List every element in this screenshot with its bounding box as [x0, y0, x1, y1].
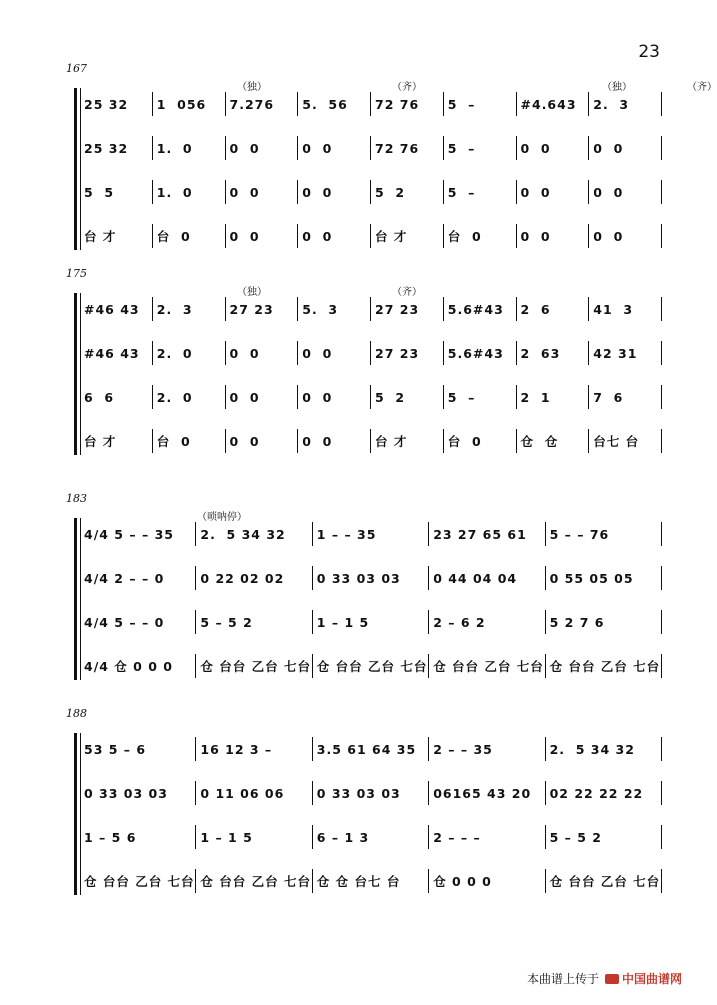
measure-cell: 台 0 [447, 229, 482, 244]
bar-line [661, 136, 662, 160]
bar-line [516, 136, 517, 160]
measure-cell: 仓 0 0 0 [433, 874, 492, 889]
measure-cell: 53 5 – 6 [84, 741, 147, 757]
measure-cell: 16 12 3 – [200, 741, 273, 757]
measure-cell: 25 32 [84, 140, 129, 156]
measure-cell: 0 33 03 03 [316, 570, 401, 586]
score-row [62, 92, 672, 116]
score-row [62, 522, 672, 546]
bar-line [312, 781, 313, 805]
measure-cell: 0 0 [593, 228, 624, 244]
measure-cell: 5.6#43 [447, 345, 504, 361]
measure-cell: 2 – – – [433, 829, 481, 845]
bar-line [297, 341, 298, 365]
bar-line [588, 297, 589, 321]
measure-cell: 0 0 [302, 345, 333, 361]
score-row [62, 385, 672, 409]
measure-cell: 1 – 1 5 [200, 829, 253, 845]
measure-cell: 0 0 [593, 140, 624, 156]
measure-cell: 仓 台台 乙台 七台 [316, 659, 428, 674]
bar-line [195, 566, 196, 590]
bar-line [661, 224, 662, 248]
measure-cell: 5 – [447, 140, 476, 156]
bar-line [428, 522, 429, 546]
measure-cell: #46 43 [84, 345, 140, 361]
bar-line [661, 385, 662, 409]
measure-cell: 0 0 [520, 140, 551, 156]
performance-marker: （独） [237, 82, 267, 93]
measure-cell: 5 5 [84, 184, 115, 200]
measure-cell: 0 0 [229, 345, 260, 361]
measure-cell: 2. 0 [156, 345, 193, 361]
bar-line [428, 654, 429, 678]
bar-line [152, 180, 153, 204]
bar-line [588, 92, 589, 116]
measure-cell: 72 76 [375, 140, 420, 156]
measure-cell: 4/4 2 – – 0 [84, 570, 165, 586]
bar-line [588, 429, 589, 453]
bar-line [225, 341, 226, 365]
measure-cell: 台 才 [375, 229, 408, 244]
bar-line [545, 781, 546, 805]
measure-cell: 0 0 [302, 228, 333, 244]
bar-line [152, 136, 153, 160]
bar-line [297, 180, 298, 204]
bar-line [225, 297, 226, 321]
measure-cell: 1 056 [156, 96, 207, 112]
bar-line [225, 92, 226, 116]
measure-cell: 仓 台台 乙台 七台 [549, 874, 661, 889]
performance-marker: （唢呐停） [197, 512, 247, 523]
bar-line [225, 385, 226, 409]
score-row [62, 566, 672, 590]
bar-line [443, 341, 444, 365]
bar-line [516, 429, 517, 453]
measure-cell: 0 22 02 02 [200, 570, 285, 586]
score-row [62, 869, 672, 893]
performance-marker: （独） [237, 287, 267, 298]
measure-cell: 0 0 [229, 433, 260, 449]
bar-line [588, 180, 589, 204]
score-row [62, 825, 672, 849]
logo-icon [605, 974, 619, 984]
score-system [62, 62, 717, 256]
bar-line [443, 136, 444, 160]
bar-line [152, 385, 153, 409]
measure-cell: 0 55 05 05 [549, 570, 634, 586]
measure-cell: #46 43 [84, 301, 140, 317]
measure-cell: 06165 43 20 [433, 785, 532, 801]
bar-line [661, 566, 662, 590]
performance-marker: （齐） [392, 82, 422, 93]
score-system [62, 707, 672, 901]
bar-line [545, 825, 546, 849]
bar-line [661, 92, 662, 116]
bar-line [195, 522, 196, 546]
performance-marker: （齐） [392, 287, 422, 298]
measure-cell: 1 – 5 6 [84, 829, 137, 845]
measure-cell: 0 0 [302, 433, 333, 449]
bar-line [312, 654, 313, 678]
bar-line [297, 297, 298, 321]
bar-line [370, 429, 371, 453]
measure-number: 167 [66, 62, 87, 75]
score-system [62, 267, 672, 461]
score-row [62, 224, 672, 248]
measure-cell: 仓 仓 台七 台 [316, 874, 401, 889]
score-row [62, 781, 672, 805]
bar-line [225, 224, 226, 248]
score-row [62, 136, 672, 160]
measure-cell: 5 2 [375, 184, 406, 200]
bar-line [312, 610, 313, 634]
bar-line [428, 825, 429, 849]
measure-cell: 5 – [447, 184, 476, 200]
bar-line [545, 654, 546, 678]
bar-line [312, 869, 313, 893]
bar-line [152, 297, 153, 321]
bar-line [443, 297, 444, 321]
bar-line [588, 341, 589, 365]
measure-cell: 23 27 65 61 [433, 526, 527, 542]
measure-cell: 0 33 03 03 [316, 785, 401, 801]
measure-cell: 27 23 [229, 301, 274, 317]
measure-cell: 台 才 [84, 434, 117, 449]
bar-line [312, 825, 313, 849]
bar-line [428, 610, 429, 634]
bar-line [661, 610, 662, 634]
measure-cell: 4/4 仓 0 0 0 [84, 659, 173, 674]
score-row [62, 297, 672, 321]
measure-cell: 0 0 [229, 389, 260, 405]
bar-line [545, 522, 546, 546]
measure-cell: 台 0 [156, 229, 191, 244]
measure-cell: 5 – 5 2 [200, 614, 253, 630]
measure-cell: 2. 5 34 32 [549, 741, 635, 757]
measure-cell: 0 0 [302, 140, 333, 156]
measure-cell: 仓 仓 [520, 434, 559, 449]
measure-number: 183 [66, 492, 87, 505]
measure-cell: 3.5 61 64 35 [316, 741, 417, 757]
bar-line [443, 92, 444, 116]
bar-line [297, 224, 298, 248]
score-row [62, 341, 672, 365]
bar-line [661, 869, 662, 893]
measure-cell: 41 3 [593, 301, 634, 317]
bar-line [443, 429, 444, 453]
measure-cell: 2 63 [520, 345, 561, 361]
bar-line [516, 180, 517, 204]
bar-line [370, 180, 371, 204]
measure-cell: 台 才 [84, 229, 117, 244]
measure-cell: 6 6 [84, 389, 115, 405]
score-row [62, 654, 672, 678]
bar-line [225, 180, 226, 204]
measure-cell: 1 – 1 5 [316, 614, 370, 630]
measure-cell: 5 – [447, 389, 476, 405]
score-row [62, 429, 672, 453]
logo-text: 中国曲谱网 [621, 972, 682, 986]
measure-cell: 02 22 22 22 [549, 785, 644, 801]
bar-line [370, 297, 371, 321]
measure-cell: 0 0 [302, 184, 333, 200]
measure-cell: 台 0 [447, 434, 482, 449]
measure-cell: 0 0 [593, 184, 624, 200]
performance-marker: （齐） [687, 82, 717, 93]
measure-cell: 2. 3 [593, 96, 630, 112]
measure-cell: 台七 台 [593, 434, 640, 449]
bar-line [588, 385, 589, 409]
bar-line [661, 825, 662, 849]
footer [527, 970, 682, 987]
bar-line [661, 341, 662, 365]
bar-line [661, 737, 662, 761]
bar-line [152, 341, 153, 365]
bar-line [545, 566, 546, 590]
measure-cell: 6 – 1 3 [316, 829, 370, 845]
bar-line [443, 385, 444, 409]
measure-cell: 0 0 [520, 184, 551, 200]
measure-cell: 2 1 [520, 389, 551, 405]
measure-number: 188 [66, 707, 87, 720]
measure-cell: 1 – – 35 [316, 526, 377, 542]
bar-line [152, 429, 153, 453]
measure-cell: 72 76 [375, 96, 420, 112]
bar-line [370, 224, 371, 248]
measure-cell: 1. 0 [156, 184, 193, 200]
measure-cell: 0 44 04 04 [433, 570, 518, 586]
bar-line [370, 341, 371, 365]
measure-cell: 5 2 [375, 389, 406, 405]
score-row [62, 737, 672, 761]
bar-line [195, 869, 196, 893]
bar-line [297, 429, 298, 453]
measure-cell: 4/4 5 – – 0 [84, 614, 165, 630]
measure-cell: 台 才 [375, 434, 408, 449]
measure-cell: 7 6 [593, 389, 624, 405]
bar-line [195, 825, 196, 849]
measure-number: 175 [66, 267, 87, 280]
bar-line [516, 385, 517, 409]
bar-line [545, 737, 546, 761]
bar-line [225, 136, 226, 160]
measure-cell: 5 – – 76 [549, 526, 610, 542]
score-system [62, 492, 672, 686]
performance-marker: （独） [602, 82, 632, 93]
bar-line [312, 522, 313, 546]
bar-line [588, 224, 589, 248]
measure-cell: 仓 台台 乙台 七台 [433, 659, 544, 674]
bar-line [152, 224, 153, 248]
bar-line [516, 341, 517, 365]
measure-cell: 台 0 [156, 434, 191, 449]
bar-line [225, 429, 226, 453]
bar-line [443, 224, 444, 248]
bar-line [370, 385, 371, 409]
measure-cell: 0 0 [229, 140, 260, 156]
measure-cell: 5 2 7 6 [549, 614, 605, 630]
measure-cell: 仓 台台 乙台 七台 [84, 874, 195, 889]
bar-line [195, 654, 196, 678]
bar-line [370, 136, 371, 160]
measure-cell: 7.276 [229, 96, 275, 112]
measure-cell: 0 0 [520, 228, 551, 244]
measure-cell: 2 – – 35 [433, 741, 493, 757]
measure-cell: 25 32 [84, 96, 129, 112]
measure-cell: 2. 5 34 32 [200, 526, 286, 542]
bar-line [152, 92, 153, 116]
measure-cell: 5 – [447, 96, 476, 112]
bar-line [661, 654, 662, 678]
measure-cell: 0 0 [229, 184, 260, 200]
bar-line [312, 737, 313, 761]
measure-cell: 仓 台台 乙台 七台 [200, 659, 311, 674]
bar-line [297, 136, 298, 160]
bar-line [516, 297, 517, 321]
measure-cell: 2 6 [520, 301, 551, 317]
bar-line [661, 297, 662, 321]
bar-line [370, 92, 371, 116]
measure-cell: 仓 台台 乙台 七台 [200, 874, 311, 889]
bar-line [661, 180, 662, 204]
bar-line [516, 224, 517, 248]
bar-line [661, 522, 662, 546]
bar-line [428, 869, 429, 893]
bar-line [195, 737, 196, 761]
score-row [62, 180, 672, 204]
bar-line [545, 610, 546, 634]
bar-line [661, 429, 662, 453]
bar-line [516, 92, 517, 116]
measure-cell: 仓 台台 乙台 七台 [549, 659, 661, 674]
bar-line [588, 136, 589, 160]
measure-cell: 0 0 [229, 228, 260, 244]
bar-line [443, 180, 444, 204]
footer-text: 本曲谱上传于 [526, 972, 599, 986]
bar-line [661, 781, 662, 805]
bar-line [428, 737, 429, 761]
measure-cell: 2. 3 [156, 301, 193, 317]
score-row [62, 610, 672, 634]
bar-line [545, 869, 546, 893]
bar-line [297, 92, 298, 116]
measure-cell: 42 31 [593, 345, 638, 361]
bar-line [195, 610, 196, 634]
measure-cell: 5. 56 [302, 96, 348, 112]
site-logo[interactable] [605, 970, 682, 987]
measure-cell: 5.6#43 [447, 301, 504, 317]
measure-cell: 0 33 03 03 [84, 785, 168, 801]
measure-cell: 0 11 06 06 [200, 785, 285, 801]
measure-cell: 1. 0 [156, 140, 193, 156]
bar-line [428, 566, 429, 590]
bar-line [428, 781, 429, 805]
bar-line [195, 781, 196, 805]
bar-line [297, 385, 298, 409]
measure-cell: 5. 3 [302, 301, 339, 317]
measure-cell: 4/4 5 – – 35 [84, 526, 174, 542]
measure-cell: 0 0 [302, 389, 333, 405]
bar-line [312, 566, 313, 590]
measure-cell: 27 23 [375, 345, 420, 361]
measure-cell: #4.643 [520, 96, 577, 112]
measure-cell: 2 – 6 2 [433, 614, 486, 630]
measure-cell: 5 – 5 2 [549, 829, 602, 845]
page-number: 23 [638, 42, 660, 62]
measure-cell: 2. 0 [156, 389, 193, 405]
measure-cell: 27 23 [375, 301, 420, 317]
